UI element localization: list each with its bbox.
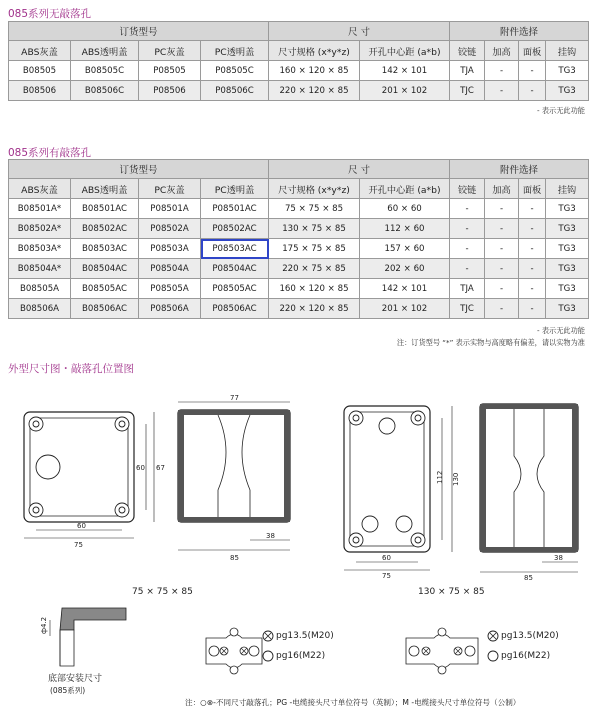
column-header: 挂钩 bbox=[546, 179, 589, 199]
section1-title: 085系列无敲落孔 bbox=[8, 8, 92, 20]
table-cell: 201 × 102 bbox=[360, 81, 450, 101]
table-no-knockout bbox=[8, 21, 589, 101]
table-cell: 160 × 120 × 85 bbox=[269, 61, 360, 81]
table-cell: - bbox=[519, 259, 546, 279]
section2-note1: - 表示无此功能 bbox=[536, 326, 585, 335]
column-header: 铰链 bbox=[450, 179, 485, 199]
table-cell: - bbox=[519, 81, 546, 101]
section3-title: 外型尺寸图・敲落孔位置图 bbox=[8, 363, 134, 375]
table-cell: - bbox=[519, 279, 546, 299]
column-header: ABS灰盖 bbox=[9, 41, 71, 61]
table-cell: P08502AC bbox=[201, 219, 269, 239]
table-cell: - bbox=[519, 219, 546, 239]
section2-title: 085系列有敲落孔 bbox=[8, 147, 92, 159]
drawing-130x75x85 bbox=[338, 396, 588, 581]
table-cell: - bbox=[450, 239, 485, 259]
table-cell: B08501AC bbox=[71, 199, 139, 219]
table-cell: 220 × 120 × 85 bbox=[269, 299, 360, 319]
table-cell: TJA bbox=[450, 61, 485, 81]
table-cell: P08503AC bbox=[201, 239, 269, 259]
mounting-label: 底部安装尺寸 bbox=[48, 674, 103, 684]
table-cell: TJA bbox=[450, 279, 485, 299]
table-cell: - bbox=[485, 299, 519, 319]
table-cell: P08505AC bbox=[201, 279, 269, 299]
table-cell: 157 × 60 bbox=[360, 239, 450, 259]
table-cell: P08504A bbox=[139, 259, 201, 279]
table-cell: B08502AC bbox=[71, 219, 139, 239]
drawing2-caption: 130 × 75 × 85 bbox=[418, 587, 485, 597]
table-cell: B08506 bbox=[9, 81, 71, 101]
table-cell: B08505 bbox=[9, 61, 71, 81]
knockout-diagram-1 bbox=[200, 622, 270, 680]
table-cell: TG3 bbox=[546, 279, 589, 299]
column-header: 铰链 bbox=[450, 41, 485, 61]
table-cell: TG3 bbox=[546, 81, 589, 101]
table-cell: B08506C bbox=[71, 81, 139, 101]
column-header: 尺寸规格 (x*y*z) bbox=[269, 41, 360, 61]
legend-pg16-2: pg16(M22) bbox=[501, 651, 551, 661]
dim-outer-height: 130 bbox=[452, 472, 460, 486]
dim-inner-height: 112 bbox=[436, 470, 444, 484]
table-cell: - bbox=[485, 259, 519, 279]
drawing1-caption: 75 × 75 × 85 bbox=[132, 587, 193, 597]
column-header: ABS透明盖 bbox=[71, 179, 139, 199]
dim-outer-width: 75 bbox=[74, 541, 83, 549]
column-header: 面板 bbox=[519, 41, 546, 61]
table-cell: 160 × 120 × 85 bbox=[269, 279, 360, 299]
table-cell: - bbox=[519, 61, 546, 81]
table-cell: TJC bbox=[450, 299, 485, 319]
mounting-dim: ф4.2 bbox=[40, 616, 48, 634]
table-row bbox=[9, 61, 589, 81]
table-row bbox=[9, 299, 589, 319]
table-cell: P08505 bbox=[139, 61, 201, 81]
table-cell: 112 × 60 bbox=[360, 219, 450, 239]
table-cell: - bbox=[485, 279, 519, 299]
group-header-accessory: 附件选择 bbox=[450, 22, 589, 41]
table-cell: TG3 bbox=[546, 61, 589, 81]
column-header: PC透明盖 bbox=[201, 41, 269, 61]
mounting-detail bbox=[30, 606, 130, 668]
table-cell: B08502A* bbox=[9, 219, 71, 239]
dim-depth: 85 bbox=[524, 574, 533, 581]
column-header: ABS透明盖 bbox=[71, 41, 139, 61]
table-cell: - bbox=[450, 199, 485, 219]
table-cell: 75 × 75 × 85 bbox=[269, 199, 360, 219]
table-cell: TG3 bbox=[546, 299, 589, 319]
group-header-size: 尺 寸 bbox=[269, 160, 450, 179]
table-row bbox=[9, 259, 589, 279]
table-cell: B08506A bbox=[9, 299, 71, 319]
column-header: PC灰盖 bbox=[139, 179, 201, 199]
column-header: 加高 bbox=[485, 179, 519, 199]
table-cell: - bbox=[519, 299, 546, 319]
group-header-order: 订货型号 bbox=[9, 22, 269, 41]
dim-inner-height: 60 bbox=[136, 464, 145, 472]
table-cell: - bbox=[485, 219, 519, 239]
table-cell: - bbox=[450, 219, 485, 239]
legend-pg13-2: pg13.5(M20) bbox=[501, 631, 559, 641]
table-cell: TG3 bbox=[546, 259, 589, 279]
dim-lid: 38 bbox=[554, 554, 563, 562]
table-row bbox=[9, 199, 589, 219]
table-cell: P08501A bbox=[139, 199, 201, 219]
footnote: 注：○⊗-不同尺寸敲落孔；PG -电缆接头尺寸单位符号（英制）；M -电缆接头尺寸单位符号（公制） bbox=[185, 698, 521, 707]
table-cell: - bbox=[519, 239, 546, 259]
table-cell: - bbox=[485, 81, 519, 101]
mounting-series: (085系列) bbox=[50, 686, 86, 695]
table-cell: 201 × 102 bbox=[360, 299, 450, 319]
table-row bbox=[9, 239, 589, 259]
table-cell: - bbox=[450, 259, 485, 279]
group-header-accessory: 附件选择 bbox=[450, 160, 589, 179]
dim-lid: 38 bbox=[266, 532, 275, 540]
column-header: 开孔中心距 (a*b) bbox=[360, 41, 450, 61]
table-cell: B08505A bbox=[9, 279, 71, 299]
table-cell: P08504AC bbox=[201, 259, 269, 279]
table-cell: P08505C bbox=[201, 61, 269, 81]
column-header: 加高 bbox=[485, 41, 519, 61]
table-cell: P08505A bbox=[139, 279, 201, 299]
table-cell: B08504A* bbox=[9, 259, 71, 279]
table-cell: B08505AC bbox=[71, 279, 139, 299]
table-cell: TJC bbox=[450, 81, 485, 101]
table-cell: TG3 bbox=[546, 199, 589, 219]
column-header: 挂钩 bbox=[546, 41, 589, 61]
table-cell: P08506 bbox=[139, 81, 201, 101]
table-cell: - bbox=[519, 199, 546, 219]
legend-pg16: pg16(M22) bbox=[276, 651, 326, 661]
table-cell: - bbox=[485, 199, 519, 219]
dim-top-width: 77 bbox=[230, 394, 239, 402]
table-cell: P08501AC bbox=[201, 199, 269, 219]
column-header: 尺寸规格 (x*y*z) bbox=[269, 179, 360, 199]
table-cell: B08506AC bbox=[71, 299, 139, 319]
table-cell: P08503A bbox=[139, 239, 201, 259]
table-cell: TG3 bbox=[546, 219, 589, 239]
column-header-row bbox=[9, 179, 589, 199]
table-cell: 175 × 75 × 85 bbox=[269, 239, 360, 259]
group-header-order: 订货型号 bbox=[9, 160, 269, 179]
table-row bbox=[9, 279, 589, 299]
column-header: 开孔中心距 (a*b) bbox=[360, 179, 450, 199]
table-cell: - bbox=[485, 61, 519, 81]
section1-note: - 表示无此功能 bbox=[536, 106, 585, 115]
table-cell: 130 × 75 × 85 bbox=[269, 219, 360, 239]
table-cell: P08506AC bbox=[201, 299, 269, 319]
dim-inner-width: 60 bbox=[77, 522, 86, 530]
table-cell: P08502A bbox=[139, 219, 201, 239]
table-cell: 60 × 60 bbox=[360, 199, 450, 219]
dim-depth: 85 bbox=[230, 554, 239, 562]
table-cell: B08505C bbox=[71, 61, 139, 81]
column-header-row bbox=[9, 41, 589, 61]
section2-note2: 注：订货型号 “*” 表示实物与高度略有偏差，请以实物为准 bbox=[396, 338, 585, 347]
table-cell: 202 × 60 bbox=[360, 259, 450, 279]
table-cell: 220 × 120 × 85 bbox=[269, 81, 360, 101]
table-cell: 142 × 101 bbox=[360, 279, 450, 299]
table-cell: 220 × 75 × 85 bbox=[269, 259, 360, 279]
table-row bbox=[9, 219, 589, 239]
group-header-size: 尺 寸 bbox=[269, 22, 450, 41]
column-header: ABS灰盖 bbox=[9, 179, 71, 199]
column-header: PC灰盖 bbox=[139, 41, 201, 61]
knockout-diagram-2 bbox=[400, 622, 485, 680]
table-cell: B08501A* bbox=[9, 199, 71, 219]
table-cell: TG3 bbox=[546, 239, 589, 259]
table-cell: 142 × 101 bbox=[360, 61, 450, 81]
table-cell: P08506C bbox=[201, 81, 269, 101]
dim-outer-width: 75 bbox=[382, 572, 391, 580]
table-row bbox=[9, 81, 589, 101]
legend-pg13: pg13.5(M20) bbox=[276, 631, 334, 641]
table-cell: B08504AC bbox=[71, 259, 139, 279]
column-header: PC透明盖 bbox=[201, 179, 269, 199]
table-cell: - bbox=[485, 239, 519, 259]
circle-icon bbox=[262, 650, 274, 662]
circle-icon bbox=[487, 650, 499, 662]
table-with-knockout bbox=[8, 159, 589, 319]
x-circle-icon bbox=[262, 630, 274, 642]
table-cell: B08503AC bbox=[71, 239, 139, 259]
column-header: 面板 bbox=[519, 179, 546, 199]
drawing-75x75x85 bbox=[18, 392, 298, 562]
table-cell: P08506A bbox=[139, 299, 201, 319]
dim-inner-width: 60 bbox=[382, 554, 391, 562]
x-circle-icon bbox=[487, 630, 499, 642]
dim-outer-height: 67 bbox=[156, 464, 165, 472]
table-cell: B08503A* bbox=[9, 239, 71, 259]
